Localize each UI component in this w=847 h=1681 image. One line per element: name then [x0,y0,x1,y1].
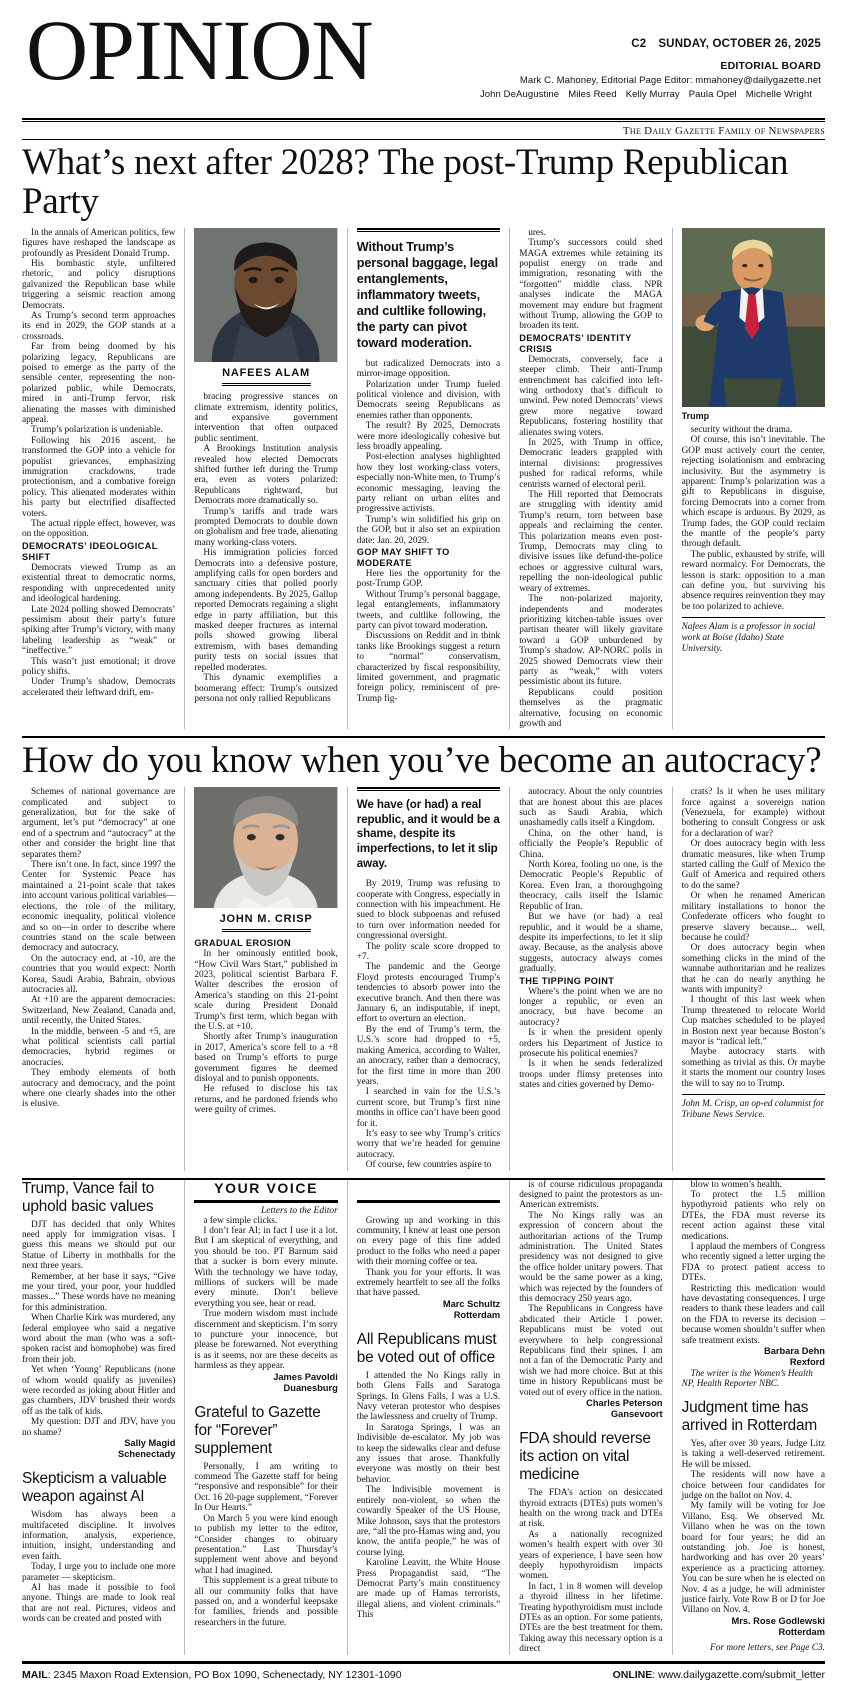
body-paragraph: Is it when the president openly orders his Department of Justice to prosecute his political enemies? [519,1028,663,1059]
letter-signer-city: Rexford [789,1357,825,1368]
body-paragraph: Polarization under Trump fueled political violence and division, with Democrats seeing Republicans as enemies rather than opponents. [356,379,501,421]
a1c4-paras [519,228,662,332]
article1-tagline-rule [682,617,825,618]
body-paragraph: Trump’s tariffs and trade wars prompted Democrats to double down on globalism and free trade, alienating many working-class voters. [194,506,338,548]
portrait-image [194,228,337,362]
portrait-image [194,787,337,908]
editorial-board-editor: Mark C. Mahoney, Editorial Page Editor: mmahoney@dailygazette.net [519,75,821,86]
body-paragraph: Shortly after Trump’s inauguration in 2017, America’s score fell to a +8 based on Trump’s efforts to purge government figures he deemed disloyal and to punish opponents. [194,1032,338,1085]
letters-col-5-content [682,1180,825,1638]
article2-subhead-2: THE TIPPING POINT [519,975,615,986]
letter-signature [682,1616,825,1638]
letter-paragraph: My question: DJT and JDV, have you no shame? [22,1417,176,1438]
letter-headline: Grateful to Gazette for “Forever” supplement [194,1403,321,1457]
letter-paragraph: I attended the No Kings rally in both Glens Falls and Saratoga Springs. In Glens Falls, I was a U.S. Navy veteran protestor who despises the lawlessness and cruelty of Trump. [356,1370,501,1423]
body-paragraph: Under Trump’s shadow, Democrats accelerated their leftward drift, em- [22,677,176,698]
letter-signer-city: Rotterdam [453,1309,501,1320]
footer-online-label: ONLINE [612,1668,653,1681]
trump-image [682,228,825,407]
body-paragraph: The actual ripple effect, however, was on the opposition. [22,519,176,540]
article1-headline: What’s next after 2028? The post-Trump Republican Party [22,142,789,222]
body-paragraph: Democrats viewed Trump as an existential threat to democratic norms, responding with unprecedented unity and ideological hardening. [22,562,176,605]
a1c5-paras [682,425,825,612]
body-paragraph: Is it when he sends federalized troops under flimsy pretenses into states and cities governed by Demo- [519,1059,663,1091]
letter-paragraph: Karoline Leavitt, the White House Press Propagandist said, “The Democrat Party’s main constituency are made up of Hamas terrorists, illegal aliens, and violent criminals.” This [356,1558,501,1621]
body-paragraph: ures. [528,227,547,238]
letter-paragraph: Wisdom has always been a multifaceted discipline. It involves information, analysis, experience, intuition, insight, understanding and even faith. [22,1510,176,1562]
letter-signature [519,1398,662,1420]
body-paragraph: The non-polarized majority, independents and moderates prioritizing kitchen-table issues over partisan theater will likely gravitate toward a GOP unburdened by Trump’s shadow. AP-NORC polls in 2025 showed Democrats view their party as “weak,” with voters pessimistic about its future. [519,594,663,688]
article2-col-2 [184,787,337,1170]
body-paragraph: Late 2024 polling showed Democrats’ pessimism about their party’s future spiking after Trump’s victory, with many labeling leadership as “weak” or “ineffective.” [22,604,176,657]
letter-paragraph: Yes, after over 30 years, Judge Litz is taking a well-deserved retirement. He will be missed. [681,1438,825,1470]
body-paragraph: crats? Is it when he uses military force against a sovereign nation (Venezuela, for example) without bothering to consult Congress or ask for a declaration of war? [681,787,825,839]
letter-paragraph: My family will be voting for Joe Villano, Esq. We observed Mr. Villano when he was on the town board for four years; he did an outstanding job. Joe is honest, hardworking and has over 20 years’ experience as a practicing attorney. You can be sure when he is elected on Nov. 4 as a judge, he will administer justice fairly. Vote Row B or D for Joe Villano on Nov. 4. [681,1501,825,1616]
letter-paragraph: AI has made it possible to fool anyone. Things are made to look real that are not real. Pictures, videos and words can be created and posted with [22,1582,176,1625]
a2c4b-paras [519,987,662,1091]
article2-top-rule [22,736,825,738]
article1-col-3 [347,228,500,730]
page-number: C2 [631,38,647,50]
letter-paragraph: The Republicans in Congress have abdicated their Article 1 power. Republicans must be voted out everywhere to help congressional Republicans find their spines. I am not a fan of the Democratic Party and wish we had more choice. But at this time in history Republicans must be voted out of every office in the nation. [519,1304,663,1398]
a2c3-paras [357,879,500,1170]
letter-paragraph: a few simple clicks. [203,1215,278,1226]
letter-headline: Skepticism a valuable weapon against AI [22,1470,167,1506]
footer-mail: MAIL: 2345 Maxon Road Extension, PO Box 1090, Schenectady, NY 12301-1090 [22,1668,402,1681]
a1c4b-paras [519,355,662,730]
body-paragraph: His immigration policies forced Democrats into a defensive posture, amplifying calls for open borders and sanctuary cities that polled poorly among independents. By 2025, Gallup reported Democrats regaining a slight edge in party affiliation, but this masked deeper fractures as internal polls showed growing liberal extremism, with bases demanding purity tests on social issues that repelled moderates. [194,548,338,673]
letter-signer-name: Mrs. Rose Godlewski [731,1615,825,1626]
body-paragraph: Without Trump’s personal baggage, legal entanglements, inflammatory tweets, and cultlike following, the party can pivot toward moderation. [356,589,501,632]
body-paragraph: This dynamic exemplifies a boomerang effect: Trump’s outsized persona not only rallied Republicans [194,673,338,704]
body-paragraph: By 2019, Trump was refusing to cooperate with Congress, especially in connection with his impeachment. He sued to block subpoenas and refused to turn over information needed for congressional oversight. [356,879,501,942]
body-paragraph: Of course, few countries aspire to [365,1160,492,1171]
body-paragraph: Or does autocracy begin with less dramatic measures, like when Trump started calling the Gulf of Mexico the Gulf of America and required others to do the same? [681,839,825,891]
author-photo-nafees-alam [194,228,337,362]
a2c2-paras [194,949,337,1116]
body-paragraph: Where’s the point when we are no longer a republic, or even an anocracy, but have become an autocracy? [519,986,663,1028]
letter-paragraph: The residents will now have a choice between four candidates for judge on the ballot on Nov. 4. [681,1470,825,1501]
article2-col-3 [347,787,500,1170]
masthead-divider [22,118,825,122]
letter-headline: All Republicans must be voted out of office [356,1330,497,1366]
body-paragraph: Here lies the opportunity for the post-Trump GOP. [356,569,501,590]
article1-columns [22,228,825,730]
newspaper-family-line: The Daily Gazette Family of Newspapers [622,125,825,137]
body-paragraph: On the autocracy end, at -10, are the countries that you would expect: North Korea, Saudi Arabia, Bahrain, obvious autocracies all. [22,953,176,995]
letter-paragraph: In fact, 1 in 8 women will develop a thyroid illness in her lifetime. Treating hypothyroidism must include DTEs as an option. For some patients, DTEs are the best treatment for them. Taking away this necessary option is a direct [519,1581,663,1655]
letter-paragraph: True modern wisdom must include discernment and skepticism. I’m sorry to puncture your innocence, but please be forewarned. Not everything is as it seems, nor are these deceits as harmless as they appear. [194,1309,338,1372]
letter-paragraph: DJT has decided that only Whites need apply for immigration visas. I guess this means we should put our Statue of Liberty in mothballs for the next three years. [22,1219,176,1272]
body-paragraph: I thought of this last week when Trump threatened to relocate World Cup matches scheduled to be played in Boston next year because Boston’s mayor is “radical left.” [681,995,825,1047]
masthead-info [480,8,825,100]
letters-col-3 [347,1180,500,1655]
letter-paragraph: Yet when ‘Young’ Republicans (none of whom would qualify as juveniles) were recorded as joking about Hitler and gas chambers, JDV brushed their words off as the talk of kids. [22,1365,176,1417]
board-member: Kelly Murray [625,89,680,100]
letter-paragraph: Today, I urge you to include one more parameter — skepticism. [22,1562,176,1583]
a2c4-paras [519,787,662,974]
article2-headline: How do you know when you’ve become an autocracy? [22,740,822,782]
article1-top-rule [22,139,825,140]
your-voice-header [194,1180,337,1216]
trump-photo-caption: Trump [681,410,710,421]
letters-col-2-content [194,1216,337,1629]
body-paragraph: Following his 2016 ascent, he transformed the GOP into a vehicle for populist grievances, emphasizing immigration crackdowns, trade protectionism, and a combative foreign policy. This alienated moderates within his party but electrified disaffected voters. [22,435,176,519]
article2-col-5 [672,787,825,1170]
letter-writer-note: The writer is the Women’s Health NP, Health Reporter NBC. [681,1368,813,1389]
letter-signer-city: Gansevoort [610,1409,663,1420]
letter-signer-city: Schenectady [118,1449,176,1460]
letter-paragraph: On March 5 you were kind enough to publish my letter to the editor, “Consider changes to obituary presentation.” Last Thursday’s supplement went above and beyond what I had imagined. [194,1513,338,1576]
body-paragraph: In the annals of American politics, few figures have reshaped the landscape as profoundly as President Donald Trump. [22,227,176,259]
footer-online: ONLINE: www.dailygazette.com/submit_letter [612,1668,825,1681]
your-voice-rule [194,1200,337,1203]
letters-col-4-content [519,1180,662,1655]
letter-headline: Judgment time has arrived in Rotterdam [681,1398,818,1434]
letter-signer-name: Sally Magid [124,1438,176,1449]
author-photo-john-crisp [194,787,337,908]
body-paragraph: There isn’t one. In fact, since 1997 the Center for Systemic Peace has maintained a 21-point scale that takes into account various political variables—elections, the role of the military, economic inequality, political violence and so on—in order to describe where countries stand on the scale between democracy and autocracy. [22,860,176,954]
footer-mail-label: MAIL [22,1668,48,1681]
body-paragraph: Far from being doomed by his polarizing legacy, Republicans are poised to emerge as the party of the sensible center, representing the non-polarized public, while Democrats, mired in anti-Trump fervor, risk alienating the masses with diminished appeal. [22,342,176,425]
your-voice-header-spacer [357,1180,500,1216]
letter-signature [682,1346,825,1368]
body-paragraph: In the middle, between -5 and +5, are what political scientists call partial democracies, hybrid regimes or anocracies. [22,1026,176,1068]
board-member: John DeAugustine [479,89,560,100]
body-paragraph: autocracy. About the only countries that are honest about this are places such as Saudi Arabia, which unashamedly calls itself a Kingdom. [519,787,663,829]
letter-paragraph: The No Kings rally was an expression of concern about the authoritarian actions of the Trump administration. The United States presidency was not designed to give the office holder unitary powers. That would be the same power as a king, which was rejected by the founders of this democracy 250 years ago. [519,1210,663,1305]
letter-signature [194,1372,337,1394]
author2-name-rule [222,929,311,932]
letter-paragraph: This supplement is a great tribute to all our community folks that have passed on, and a wonderful keepsake for families, friends and possible researchers in the future. [194,1576,338,1628]
your-voice-subtitle: Letters to the Editor [261,1205,338,1216]
publication-date: SUNDAY, OCTOBER 26, 2025 [658,38,821,50]
body-paragraph: Maybe autocracy starts with something as trivial as this. Or maybe it starts the moment our country loses the will to say no to Trump. [681,1047,825,1089]
letters-col-2 [184,1180,337,1655]
letter-paragraph: Growing up and working in this community, I knew at least one person on every page of this fine added product to the folks who need a paper with their morning coffee or tea. [356,1215,501,1268]
footer [22,1664,825,1681]
letter-signature [357,1299,500,1321]
article1-pullquote-rule [357,228,500,232]
letter-paragraph: Personally, I am writing to commend The Gazette staff for being “responsive and responsible” for their Oct. 16 20-page supplement, “Forever In Our Hearts.” [194,1461,338,1514]
article2-tagline: John M. Crisp, an op-ed columnist for Tribune News Service. [681,1099,825,1120]
footer-online-value[interactable]: www.dailygazette.com/submit_letter [658,1668,825,1681]
author1-name-rule [222,383,311,386]
body-paragraph: Democrats, conversely, face a steeper climb. Their anti-Trump entrenchment has calcified into left-wing orthodoxy that’s difficult to unwind. Pew noted Democrats’ views grew more negative toward Republicans, fostering hostility that alienates swing voters. [519,354,663,438]
a2c1-paras [22,787,175,1110]
body-paragraph: Discussions on Reddit and in think tanks like Brookings suggest a return to “normal” conservatism, characterized by fiscal responsibility, limited government, and pragmatic foreign policy, reminiscent of pre-Trump fig- [356,631,501,704]
article2-pullquote: We have (or had) a real republic, and it would be a shame, despite its imperfections, to let it slip away. [356,798,500,870]
your-voice-rule-2 [357,1200,500,1203]
letter-headline: Trump, Vance fail to uphold basic values [22,1179,155,1215]
letters-col-4 [509,1180,662,1655]
article2-pullquote-rule [357,787,500,791]
body-paragraph: By the end of Trump’s term, the U.S.’s score had dropped to +5, making America, according to Walter, an anocracy, rather than a democracy, for the first time in more than 200 years. [356,1024,501,1087]
body-paragraph: But we have (or had) a real republic, and it would be a shame, despite its imperfections, to let it slip away. Because, as the analysis above suggests, autocracy always comes gradually. [519,912,663,975]
your-voice-title: YOUR VOICE [214,1179,319,1196]
your-voice-grid [22,1180,825,1655]
letters-col-1-content [22,1180,175,1625]
letter-paragraph: Restricting this medication would have devastating consequences. I urge readers to thank these leaders and call on the FDA to reverse its decision – because women shouldn’t suffer when safe treatment exists. [681,1283,825,1346]
letter-paragraph: Thank you for your efforts. It was extremely heartfelt to see all the folks that have passed. [356,1267,501,1299]
author1-name: NAFEES ALAM [222,367,311,380]
article2-col-4 [509,787,662,1170]
body-paragraph: I searched in vain for the U.S.’s current score, but Trump’s first nine months in office can’t have been good for it. [356,1087,501,1129]
body-paragraph: The Hill reported that Democrats are struggling with identity amid Trump’s return, torn between base appeals and reclaiming the center. This polarization means even post-Trump, Democrats may cling to divisive issues like defund-the-police echoes or aggressive cultural wars, repelling the non-ideological public weary of extremes. [519,490,663,594]
body-paragraph: He refused to disclose his tax returns, and he pardoned friends who were guilty of crimes. [194,1084,338,1116]
letter-paragraph: I don’t fear AI; in fact I use it a lot. But I am skeptical of everything, and you should be too. PT Barnum said that a sucker is born every minute. With the technology we have today, millions of suckers will be made every minute. Don’t believe everything you see, hear or read. [194,1225,338,1309]
body-paragraph: The public, exhausted by strife, will reward normalcy. For Democrats, the lesson is stark: opposition to a man can define you, but surviving his absence requires reinvention they may be too polarized to achieve. [681,549,825,612]
a1c3b-paras [357,569,500,704]
editorial-board-members [480,89,821,100]
article1-col-4 [509,228,662,730]
editorial-board-title: EDITORIAL BOARD [720,60,821,72]
body-paragraph: The pandemic and the George Floyd protests encouraged Trump’s tendencies to absorb power into the executive branch. And then there was January 6, an indisputable, if inept, effort to overturn an election. [356,962,501,1025]
body-paragraph: Post-election analyses highlighted how they lost working-class voters, especially non-White men, to Trump’s economic messaging, leaving the party reliant on urban elites and progressive activists. [356,452,501,515]
masthead [22,2,825,116]
body-paragraph: China, on the other hand, is officially the People’s Republic of China. [519,828,663,860]
article1-col-5 [672,228,825,730]
a1c2-paras [194,392,337,704]
article1-subhead-2: GOP MAY SHIFT TO MODERATE [356,547,450,568]
letters-col-1 [22,1180,175,1655]
letter-signer-name: Charles Peterson [586,1398,663,1409]
letter-paragraph: To protect the 1.5 million hypothyroid patients who rely on DTEs, the FDA must reverse its recent action against these vital medications. [681,1189,825,1242]
letter-signer-name: Marc Schultz [442,1298,501,1309]
article2-tagline-rule [682,1094,825,1095]
footer-mail-value: 2345 Maxon Road Extension, PO Box 1090, Schenectady, NY 12301-1090 [53,1668,402,1681]
body-paragraph: Trump’s polarization is undeniable. [31,425,163,436]
body-paragraph: In 2025, with Trump in office, Democratic leaders grappled with internal divisions: progressives pushed for radical reforms, while centrists warned of electoral peril. [519,438,663,490]
article1-subhead-3: DEMOCRATS’ IDENTITY CRISIS [519,332,632,354]
body-paragraph: At +10 are the apparent democracies: Switzerland, New Zealand, Canada and, until recently, the United States. [22,995,176,1027]
article1-col-2 [184,228,337,730]
board-member: Miles Reed [568,89,617,100]
board-member: Michelle Wright [745,89,812,100]
body-paragraph: Republicans could position themselves as the pragmatic alternative, focusing on economic growth and [519,687,663,729]
body-paragraph: This wasn’t just emotional; it drove policy shifts. [22,656,176,677]
body-paragraph: In her ominously entitled book, “How Civil Wars Start,” published in 2023, political scientist Barbara F. Walter describes the erosion of America’s standing on this 21-point scale during President Donald Trump’s first term, which began with the U.S. at +10. [194,949,338,1033]
letter-paragraph: Remember, at her base it says, “Give me your tired, your poor, your huddled masses...” These words have no meaning for this administration. [22,1271,176,1313]
page-title: OPINION [26,2,373,98]
letter-paragraph: When Charlie Kirk was murdered, any federal employee who said a negative word about the man (who was a soft-spoken racist and homophobe) was fired from their job. [22,1313,176,1365]
body-paragraph: Of course, this isn’t inevitable. The GOP must actively court the center, rejecting isolationism and embracing inclusivity. But the asymmetry is apparent: Trump’s polarization was a gift to Republicans in disguise, forcing Democrats into a corner from which escape is arduous. By 2029, as Trump fades, the GOP could reclaim the mantle of the people’s party through default. [681,435,825,550]
article2-col-1 [22,787,175,1170]
more-letters-note: For more letters, see Page C3. [709,1642,825,1653]
letter-paragraph: is of course ridiculous propaganda designed to paint the protestors as un-American extremists. [519,1179,663,1211]
masthead-date-line [480,38,821,50]
letter-headline: FDA should reverse its action on vital medicine [519,1430,651,1484]
body-paragraph: They embody elements of both autocracy and democracy, and the point where one clearly shades into the other is elusive. [22,1068,176,1110]
letter-paragraph: As a nationally recognized women’s health expert with over 30 years of experience, I have seen how deeply hypothyroidism impacts women. [519,1529,663,1582]
board-member: Paula Opel [688,89,737,100]
body-paragraph: As Trump’s second term approaches its end in 2029, the GOP stands at a crossroads. [22,310,176,342]
a1c3-paras [357,359,500,546]
letter-paragraph: The Indivisible movement is entirely non-violent, so when the cowardly Speaker of the US House, Mike Johnson, says that the protestors are, “all the pro-Hamas wing and, you know, the antifa people,” he was of course lying. [356,1485,501,1558]
a1c1b-paras [22,563,175,698]
body-paragraph: bracing progressive stances on climate extremism, identity politics, and expansive government intervention that often outpaced public sentiment. [194,392,338,444]
body-paragraph: Trump’s win solidified his grip on the GOP, but it also set an expiration date: Jan. 20, 2029. [356,514,501,546]
letter-signer-city: Rotterdam [778,1626,825,1637]
a2c5-paras [682,787,825,1089]
letter-signer-name: Barbara Dehn [764,1346,825,1357]
body-paragraph: Trump’s successors could shed MAGA extremes while retaining its populist energy on trade and immigration, resonating with the “forgotten” middle class. NPR analyses indicate the MAGA movement may endure but fragment without Trump, allowing the GOP to broaden its tent. [519,238,663,332]
letter-paragraph: In Saratoga Springs, I was an Indivisible de-escalator. My job was to keep the sidewalks clear and defuse any issues that arose. Thankfully everyone was mostly on their best behavior. [356,1422,501,1485]
article1-col-1 [22,228,175,730]
letter-paragraph: The FDA’s action on desiccated thyroid extracts (DTEs) puts women’s health on the wrong track and DTEs at risk. [519,1488,663,1530]
letters-col-5 [672,1180,825,1655]
body-paragraph: security without the drama. [690,424,793,435]
article1-subhead-1: DEMOCRATS’ IDEOLOGICAL SHIFT [22,540,158,562]
body-paragraph: The result? By 2025, Democrats were more ideologically cohesive but less broadly appealing. [356,421,501,452]
body-paragraph: His bombastic style, unfiltered rhetoric, and policy disruptions galvanized the Republican base while triggering a seismic reaction among Democrats. [22,258,176,311]
article2-subhead-1: GRADUAL EROSION [194,938,292,949]
body-paragraph: A Brookings Institution analysis revealed how elected Democrats shifted further left during the Trump era, even as voters polarized: Republicans rightward, but Democrats more dramatically so. [194,444,338,507]
body-paragraph: Or does autocracy begin when something clicks in the mind of the wannabe authoritarian and he realizes that he can do nearly anything he wants with impunity? [681,943,825,995]
body-paragraph: Or when he renamed American military installations to honor the Confederate officers who fought to preserve slavery because... well, because he could? [681,891,825,943]
article1-tagline: Nafees Alam is a professor in social work at Boise (Idaho) State University. [681,622,816,654]
letter-signature [22,1438,175,1460]
letter-paragraph: blow to women’s health. [690,1179,783,1190]
author2-name: JOHN M. CRISP [219,913,313,926]
body-paragraph: Schemes of national governance are complicated and subject to generalization, but for the sake of argument, let’s put “democracy” at one end of a spectrum and “autocracy” at the other and consider the bright line that separates them? [22,787,176,860]
body-paragraph: North Korea, fooling no one, is the Democratic People’s Republic of Korea. Even Iran, a thoroughgoing theocracy, calls itself the Islamic Republic of Iran. [519,860,663,912]
article2-columns [22,787,825,1170]
article1-pullquote: Without Trump’s personal baggage, legal entanglements, inflammatory tweets, and cultlike following, the party can pivot toward moderation. [356,239,498,350]
letter-paragraph: I applaud the members of Congress who recently signed a letter urging the FDA to protect patient access to DTEs. [681,1242,825,1284]
body-paragraph: It’s easy to see why Trump’s critics worry that we’re headed for genuine autocracy. [356,1128,501,1160]
a1c1-paras [22,228,175,540]
letter-signer-name: James Pavoldi [273,1371,338,1382]
body-paragraph: The polity scale score dropped to +7. [356,941,501,963]
body-paragraph: but radicalized Democrats into a mirror-image opposition. [356,358,501,380]
letters-col-3-content [357,1216,500,1621]
letter-signer-city: Duanesburg [283,1382,338,1393]
trump-photo [682,228,825,407]
